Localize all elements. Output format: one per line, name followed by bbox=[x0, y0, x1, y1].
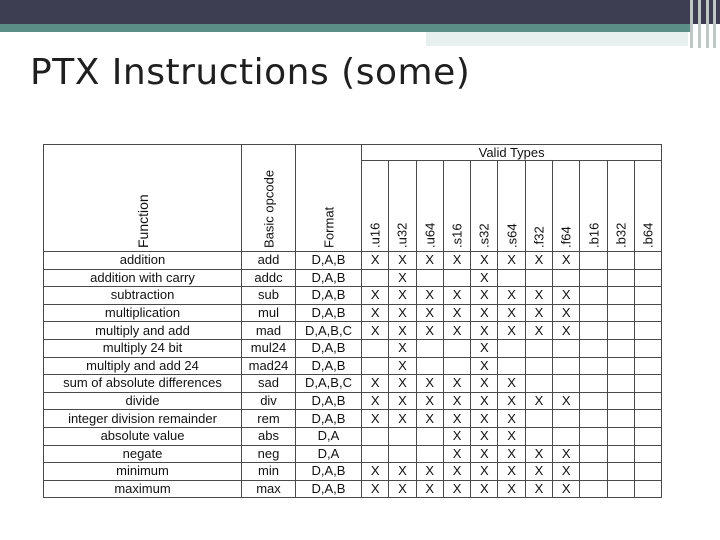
type-mark-cell: X bbox=[471, 252, 498, 270]
slide-top-bar bbox=[0, 0, 720, 24]
type-mark-cell: X bbox=[362, 252, 389, 270]
type-mark-cell: X bbox=[389, 252, 416, 270]
type-mark-cell: X bbox=[553, 304, 580, 322]
type-mark-cell bbox=[634, 427, 661, 445]
type-mark-cell: X bbox=[389, 339, 416, 357]
type-header: .s16 bbox=[443, 161, 470, 252]
type-mark-cell: X bbox=[443, 445, 470, 463]
table-row bbox=[44, 252, 662, 270]
type-mark-cell: X bbox=[553, 252, 580, 270]
type-mark-cell bbox=[580, 480, 607, 498]
opcode-cell: mul bbox=[242, 304, 296, 322]
type-mark-cell bbox=[607, 322, 634, 340]
type-mark-cell bbox=[498, 269, 525, 287]
type-mark-cell bbox=[580, 463, 607, 481]
type-mark-cell: X bbox=[553, 322, 580, 340]
ptx-instruction-table-container bbox=[43, 144, 662, 498]
type-mark-cell bbox=[580, 322, 607, 340]
type-mark-cell bbox=[607, 287, 634, 305]
type-mark-cell: X bbox=[416, 375, 443, 393]
type-mark-cell: X bbox=[471, 463, 498, 481]
type-mark-cell bbox=[634, 392, 661, 410]
type-mark-cell: X bbox=[498, 410, 525, 428]
type-mark-cell bbox=[607, 304, 634, 322]
type-mark-cell bbox=[634, 269, 661, 287]
type-mark-cell bbox=[416, 357, 443, 375]
type-mark-cell: X bbox=[362, 392, 389, 410]
type-mark-cell: X bbox=[443, 463, 470, 481]
type-mark-cell: X bbox=[525, 287, 552, 305]
opcode-cell: max bbox=[242, 480, 296, 498]
type-mark-cell: X bbox=[525, 322, 552, 340]
type-mark-cell: X bbox=[443, 410, 470, 428]
type-mark-cell: X bbox=[525, 252, 552, 270]
type-mark-cell bbox=[553, 357, 580, 375]
opcode-cell: rem bbox=[242, 410, 296, 428]
type-mark-cell bbox=[607, 463, 634, 481]
type-mark-cell: X bbox=[443, 427, 470, 445]
slide-decor-stripes bbox=[686, 0, 720, 48]
type-mark-cell bbox=[416, 427, 443, 445]
function-cell: multiply 24 bit bbox=[44, 339, 242, 357]
table-row bbox=[44, 427, 662, 445]
type-mark-cell: X bbox=[525, 445, 552, 463]
type-mark-cell: X bbox=[389, 410, 416, 428]
type-mark-cell: X bbox=[498, 392, 525, 410]
type-mark-cell bbox=[580, 357, 607, 375]
function-cell: subtraction bbox=[44, 287, 242, 305]
type-mark-cell bbox=[525, 339, 552, 357]
format-cell: D,A,B bbox=[296, 304, 362, 322]
type-header: .u64 bbox=[416, 161, 443, 252]
type-header: .b16 bbox=[580, 161, 607, 252]
type-mark-cell: X bbox=[498, 287, 525, 305]
opcode-cell: add bbox=[242, 252, 296, 270]
type-mark-cell bbox=[607, 410, 634, 428]
type-mark-cell bbox=[416, 445, 443, 463]
type-mark-cell bbox=[607, 392, 634, 410]
type-mark-cell: X bbox=[416, 252, 443, 270]
table-row bbox=[44, 304, 662, 322]
format-cell: D,A,B bbox=[296, 252, 362, 270]
type-mark-cell bbox=[634, 322, 661, 340]
type-mark-cell: X bbox=[389, 375, 416, 393]
type-mark-cell bbox=[362, 357, 389, 375]
type-mark-cell: X bbox=[443, 252, 470, 270]
type-mark-cell bbox=[525, 269, 552, 287]
type-mark-cell bbox=[634, 304, 661, 322]
type-mark-cell: X bbox=[443, 392, 470, 410]
function-cell: multiplication bbox=[44, 304, 242, 322]
type-mark-cell: X bbox=[443, 287, 470, 305]
type-mark-cell: X bbox=[416, 463, 443, 481]
type-mark-cell: X bbox=[389, 287, 416, 305]
type-mark-cell: X bbox=[362, 304, 389, 322]
type-mark-cell bbox=[607, 427, 634, 445]
header-opcode: Basic opcode bbox=[242, 145, 296, 252]
format-cell: D,A,B,C bbox=[296, 375, 362, 393]
type-header: .b64 bbox=[634, 161, 661, 252]
type-mark-cell bbox=[607, 357, 634, 375]
type-mark-cell: X bbox=[471, 304, 498, 322]
header-valid-types: Valid Types bbox=[362, 145, 662, 161]
type-mark-cell bbox=[634, 410, 661, 428]
format-cell: D,A bbox=[296, 427, 362, 445]
function-cell: negate bbox=[44, 445, 242, 463]
type-mark-cell: X bbox=[498, 375, 525, 393]
opcode-cell: sub bbox=[242, 287, 296, 305]
type-mark-cell bbox=[580, 269, 607, 287]
type-mark-cell: X bbox=[443, 322, 470, 340]
type-mark-cell: X bbox=[362, 375, 389, 393]
table-row bbox=[44, 445, 662, 463]
opcode-cell: neg bbox=[242, 445, 296, 463]
type-mark-cell bbox=[416, 339, 443, 357]
table-row bbox=[44, 269, 662, 287]
slide-accent-highlight bbox=[426, 32, 688, 46]
type-mark-cell: X bbox=[553, 287, 580, 305]
type-mark-cell: X bbox=[443, 375, 470, 393]
type-mark-cell: X bbox=[389, 357, 416, 375]
type-mark-cell: X bbox=[471, 322, 498, 340]
header-function: Function bbox=[44, 145, 242, 252]
type-mark-cell: X bbox=[498, 322, 525, 340]
type-mark-cell: X bbox=[389, 269, 416, 287]
type-mark-cell bbox=[580, 427, 607, 445]
table-row bbox=[44, 357, 662, 375]
type-mark-cell bbox=[634, 445, 661, 463]
type-mark-cell bbox=[553, 410, 580, 428]
type-mark-cell bbox=[607, 252, 634, 270]
table-row bbox=[44, 410, 662, 428]
function-cell: absolute value bbox=[44, 427, 242, 445]
type-mark-cell: X bbox=[498, 480, 525, 498]
type-mark-cell bbox=[362, 427, 389, 445]
type-mark-cell: X bbox=[498, 445, 525, 463]
format-cell: D,A,B bbox=[296, 339, 362, 357]
type-mark-cell: X bbox=[389, 480, 416, 498]
function-cell: maximum bbox=[44, 480, 242, 498]
table-row bbox=[44, 322, 662, 340]
type-mark-cell bbox=[553, 375, 580, 393]
table-row bbox=[44, 339, 662, 357]
type-mark-cell: X bbox=[471, 392, 498, 410]
type-header: .s64 bbox=[498, 161, 525, 252]
type-mark-cell: X bbox=[471, 339, 498, 357]
type-mark-cell: X bbox=[389, 392, 416, 410]
type-mark-cell: X bbox=[362, 463, 389, 481]
opcode-cell: sad bbox=[242, 375, 296, 393]
type-mark-cell bbox=[525, 357, 552, 375]
type-mark-cell: X bbox=[525, 392, 552, 410]
table-row bbox=[44, 480, 662, 498]
type-mark-cell: X bbox=[525, 480, 552, 498]
type-header: .u32 bbox=[389, 161, 416, 252]
type-mark-cell: X bbox=[525, 304, 552, 322]
format-cell: D,A,B bbox=[296, 269, 362, 287]
type-mark-cell: X bbox=[362, 410, 389, 428]
opcode-cell: abs bbox=[242, 427, 296, 445]
type-mark-cell: X bbox=[471, 480, 498, 498]
type-mark-cell: X bbox=[498, 463, 525, 481]
type-mark-cell: X bbox=[416, 304, 443, 322]
type-mark-cell bbox=[634, 287, 661, 305]
type-mark-cell: X bbox=[498, 252, 525, 270]
opcode-cell: min bbox=[242, 463, 296, 481]
format-cell: D,A,B bbox=[296, 480, 362, 498]
type-mark-cell: X bbox=[362, 287, 389, 305]
format-cell: D,A,B bbox=[296, 287, 362, 305]
type-mark-cell: X bbox=[471, 410, 498, 428]
type-mark-cell bbox=[580, 375, 607, 393]
type-mark-cell bbox=[580, 304, 607, 322]
type-mark-cell bbox=[362, 445, 389, 463]
type-mark-cell bbox=[580, 445, 607, 463]
type-header: .u16 bbox=[362, 161, 389, 252]
type-mark-cell bbox=[362, 269, 389, 287]
table-row bbox=[44, 375, 662, 393]
type-mark-cell bbox=[634, 375, 661, 393]
opcode-cell: mad bbox=[242, 322, 296, 340]
format-cell: D,A,B bbox=[296, 410, 362, 428]
type-mark-cell: X bbox=[443, 480, 470, 498]
function-cell: multiply and add bbox=[44, 322, 242, 340]
slide-accent-bar bbox=[0, 24, 690, 32]
type-mark-cell bbox=[607, 269, 634, 287]
type-mark-cell: X bbox=[362, 480, 389, 498]
type-mark-cell: X bbox=[471, 427, 498, 445]
type-mark-cell bbox=[443, 269, 470, 287]
type-mark-cell bbox=[553, 427, 580, 445]
function-cell: divide bbox=[44, 392, 242, 410]
type-mark-cell: X bbox=[553, 445, 580, 463]
type-mark-cell bbox=[580, 287, 607, 305]
table-row bbox=[44, 392, 662, 410]
type-mark-cell: X bbox=[553, 392, 580, 410]
type-mark-cell: X bbox=[498, 304, 525, 322]
type-mark-cell bbox=[362, 339, 389, 357]
opcode-cell: mad24 bbox=[242, 357, 296, 375]
type-mark-cell bbox=[607, 445, 634, 463]
type-mark-cell bbox=[580, 410, 607, 428]
type-header: .f64 bbox=[553, 161, 580, 252]
table-body bbox=[44, 252, 662, 498]
type-mark-cell: X bbox=[553, 463, 580, 481]
type-mark-cell bbox=[607, 339, 634, 357]
type-mark-cell: X bbox=[416, 410, 443, 428]
type-mark-cell bbox=[607, 480, 634, 498]
type-mark-cell: X bbox=[471, 445, 498, 463]
type-mark-cell bbox=[580, 339, 607, 357]
opcode-cell: mul24 bbox=[242, 339, 296, 357]
type-mark-cell: X bbox=[362, 322, 389, 340]
function-cell: minimum bbox=[44, 463, 242, 481]
type-mark-cell bbox=[634, 463, 661, 481]
format-cell: D,A bbox=[296, 445, 362, 463]
header-format: Format bbox=[296, 145, 362, 252]
function-cell: addition bbox=[44, 252, 242, 270]
type-mark-cell bbox=[525, 427, 552, 445]
format-cell: D,A,B bbox=[296, 357, 362, 375]
type-mark-cell: X bbox=[443, 304, 470, 322]
type-mark-cell bbox=[443, 339, 470, 357]
type-mark-cell: X bbox=[416, 322, 443, 340]
type-mark-cell bbox=[634, 357, 661, 375]
type-header: .s32 bbox=[471, 161, 498, 252]
type-mark-cell bbox=[443, 357, 470, 375]
format-cell: D,A,B,C bbox=[296, 322, 362, 340]
type-mark-cell: X bbox=[471, 287, 498, 305]
type-mark-cell bbox=[553, 269, 580, 287]
type-mark-cell bbox=[553, 339, 580, 357]
function-cell: multiply and add 24 bbox=[44, 357, 242, 375]
type-mark-cell bbox=[580, 392, 607, 410]
type-mark-cell bbox=[498, 339, 525, 357]
type-mark-cell: X bbox=[471, 357, 498, 375]
type-mark-cell bbox=[525, 410, 552, 428]
type-header: .f32 bbox=[525, 161, 552, 252]
ptx-instruction-table bbox=[43, 144, 662, 498]
type-mark-cell bbox=[389, 445, 416, 463]
type-mark-cell: X bbox=[389, 304, 416, 322]
type-header: .b32 bbox=[607, 161, 634, 252]
type-mark-cell: X bbox=[389, 322, 416, 340]
type-mark-cell bbox=[389, 427, 416, 445]
table-row bbox=[44, 287, 662, 305]
type-mark-cell: X bbox=[498, 427, 525, 445]
type-mark-cell: X bbox=[416, 287, 443, 305]
function-cell: integer division remainder bbox=[44, 410, 242, 428]
type-mark-cell bbox=[498, 357, 525, 375]
type-mark-cell bbox=[634, 480, 661, 498]
slide-title: PTX Instructions (some) bbox=[30, 52, 471, 93]
function-cell: sum of absolute differences bbox=[44, 375, 242, 393]
type-mark-cell bbox=[634, 252, 661, 270]
type-mark-cell bbox=[525, 375, 552, 393]
type-mark-cell bbox=[416, 269, 443, 287]
type-mark-cell bbox=[634, 339, 661, 357]
type-mark-cell: X bbox=[553, 480, 580, 498]
type-mark-cell: X bbox=[389, 463, 416, 481]
format-cell: D,A,B bbox=[296, 463, 362, 481]
type-mark-cell: X bbox=[416, 392, 443, 410]
function-cell: addition with carry bbox=[44, 269, 242, 287]
table-row bbox=[44, 463, 662, 481]
type-mark-cell bbox=[607, 375, 634, 393]
type-mark-cell: X bbox=[525, 463, 552, 481]
type-mark-cell: X bbox=[471, 269, 498, 287]
opcode-cell: div bbox=[242, 392, 296, 410]
opcode-cell: addc bbox=[242, 269, 296, 287]
format-cell: D,A,B bbox=[296, 392, 362, 410]
type-mark-cell: X bbox=[416, 480, 443, 498]
type-mark-cell bbox=[580, 252, 607, 270]
type-mark-cell: X bbox=[471, 375, 498, 393]
